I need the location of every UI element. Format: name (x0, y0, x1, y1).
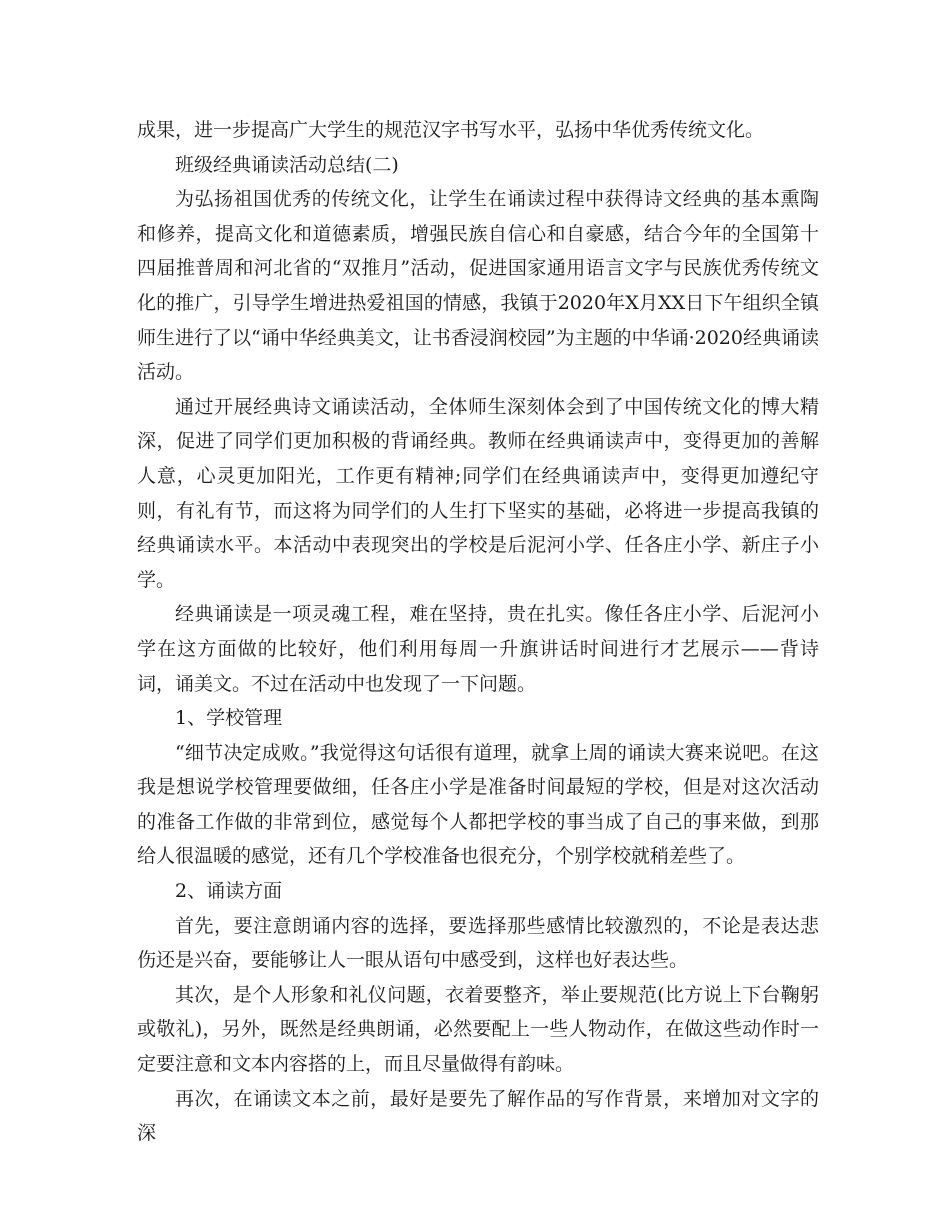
subheading-recitation: 2、诵读方面 (175, 880, 283, 903)
paragraph: 首先，要注意朗诵内容的选择，要选择那些感情比较激烈的，不论是表达悲伤还是兴奋，要能够让人一眼从语句中感受到，这样也好表达些。 (137, 914, 819, 972)
section-title: 班级经典诵读活动总结(二) (175, 153, 399, 176)
subheading-school-management: 1、学校管理 (175, 707, 283, 730)
paragraph: “细节决定成败。”我觉得这句话很有道理，就拿上周的诵读大赛来说吧。在这我是想说学校管理要做细，任各庄小学是准备时间最短的学校，但是对这次活动的准备工作做的非常到位，感觉每个人都把学校的事当成了自己的事来做，到那给人很温暖的感觉，还有几个学校准备也很充分，个别学校就稍差些了。 (137, 741, 819, 868)
document-body (137, 113, 819, 1151)
paragraph: 其次，是个人形象和礼仪问题，衣着要整齐，举止要规范(比方说上下台鞠躬或敬礼)，另外，既然是经典朗诵，必然要配上一些人物动作，在做这些动作时一定要注意和文本内容搭的上，而且尽量做得有韵味。 (137, 983, 819, 1076)
paragraph: 通过开展经典诗文诵读活动，全体师生深刻体会到了中国传统文化的博大精深，促进了同学们更加积极的背诵经典。教师在经典诵读声中，变得更加的善解人意，心灵更加阳光，工作更有精神;同学们在经典诵读声中，变得更加遵纪守则，有礼有节，而这将为同学们的人生打下坚实的基础，必将进一步提高我镇的经典诵读水平。本活动中表现突出的学校是后泥河小学、任各庄小学、新庄子小学。 (137, 395, 819, 591)
paragraph: 为弘扬祖国优秀的传统文化，让学生在诵读过程中获得诗文经典的基本熏陶和修养，提高文化和道德素质，增强民族自信心和自豪感，结合今年的全国第十四届推普周和河北省的“双推月”活动，促进国家通用语言文字与民族优秀传统文化的推广，引导学生增进热爱祖国的情感，我镇于2020年X月XX日下午组织全镇师生进行了以“诵中华经典美文，让书香浸润校园”为主题的中华诵·2020经典诵读活动。 (137, 188, 819, 384)
paragraph: 再次，在诵读文本之前，最好是要先了解作品的写作背景，来增加对文字的深 (137, 1087, 819, 1145)
paragraph: 经典诵读是一项灵魂工程，难在坚持，贵在扎实。像任各庄小学、后泥河小学在这方面做的比较好，他们利用每周一升旗讲话时间进行才艺展示——背诗词，诵美文。不过在活动中也发现了一下问题。 (137, 603, 819, 695)
paragraph: 成果，进一步提高广大学生的规范汉字书写水平，弘扬中华优秀传统文化。 (137, 119, 765, 141)
